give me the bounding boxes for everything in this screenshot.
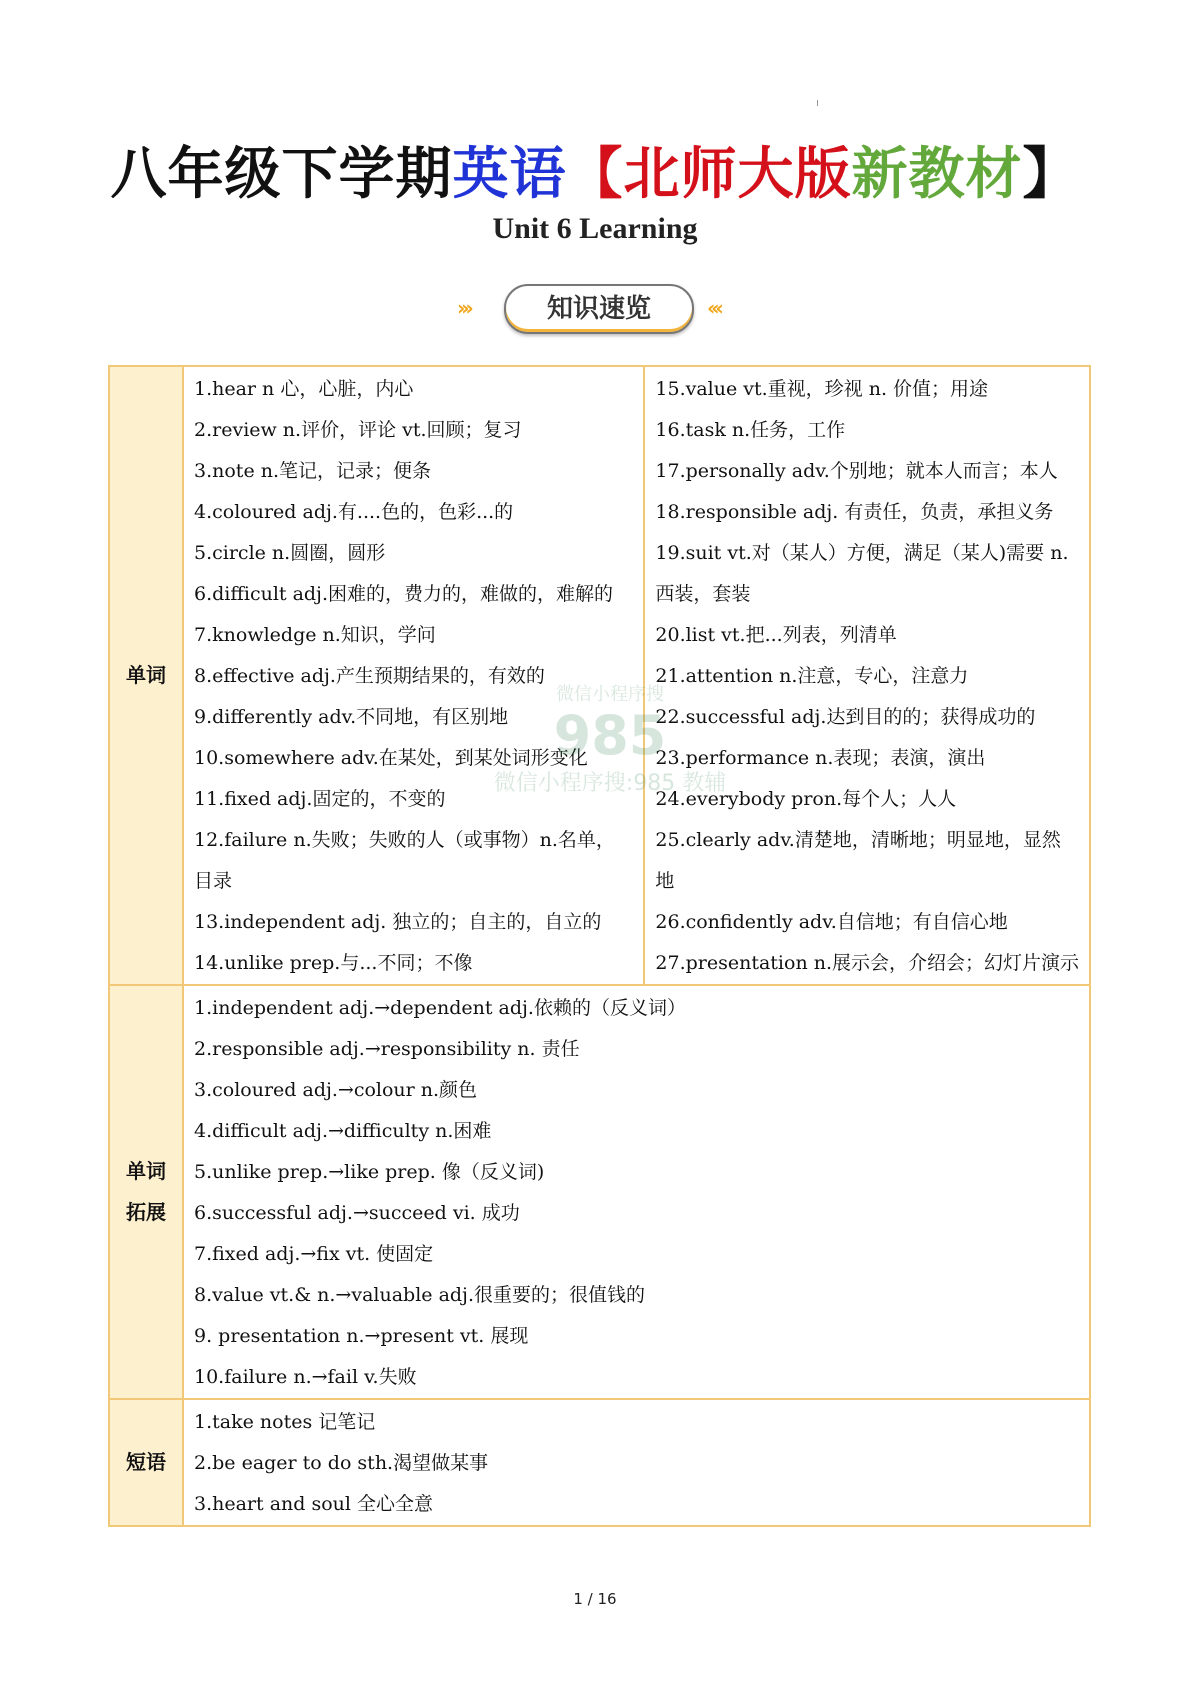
section-header (0, 282, 1190, 338)
phrases-label (110, 1400, 184, 1525)
phrase-item: 2.be eager to do sth.渴望做某事 (194, 1452, 489, 1474)
vocab-item: 17.personally adv.个别地；就本人而言；本人 (655, 460, 1058, 482)
vocab-item: 15.value vt.重视，珍视 n. 价值；用途 (655, 378, 989, 400)
watermark-line1: 微信小程序搜 (556, 684, 664, 705)
vocab-left-column (184, 367, 645, 984)
phrases-label-text: 短语 (126, 1450, 166, 1474)
title-part: 新教材 (851, 142, 1023, 207)
vocab-item: 2.review n.评价，评论 vt.回顾；复习 (194, 419, 522, 441)
vocab-item: 19.suit vt.对（某人）方便，满足（某人)需要 n. (655, 542, 1069, 564)
extension-item: 2.responsible adj.→responsibility n. 责任 (194, 1038, 580, 1060)
vocab-item: 24.everybody pron.每个人；人人 (655, 788, 957, 810)
title-block (0, 140, 1190, 210)
extension-column (184, 986, 1089, 1398)
page-number: 1 / 16 (573, 1590, 617, 1608)
vocab-item: 11.fixed adj.固定的，不变的 (194, 788, 446, 810)
vocab-item: 西装，套装 (655, 583, 751, 605)
chevron-left-icon: ‹‹‹ (707, 296, 720, 320)
vocab-label (110, 367, 184, 984)
vocab-item: 4.coloured adj.有....色的，色彩...的 (194, 501, 514, 523)
extension-item: 1.independent adj.→dependent adj.依赖的（反义词） (194, 997, 686, 1019)
title-part: 【北师大版 (566, 142, 852, 207)
vocab-item: 14.unlike prep.与...不同；不像 (194, 952, 473, 974)
vocab-item: 27.presentation n.展示会，介绍会；幻灯片演示 (655, 952, 1079, 974)
vocab-item: 13.independent adj. 独立的；自主的，自立的 (194, 911, 602, 933)
vocab-item: 22.successful adj.达到目的的；获得成功的 (655, 706, 1036, 728)
vocab-item: 26.confidently adv.自信地；有自信心地 (655, 911, 1008, 933)
extension-row (110, 984, 1089, 1398)
extension-label-line1: 单词 (126, 1159, 166, 1183)
vocab-item: 5.circle n.圆圈，圆形 (194, 542, 386, 564)
extension-item: 4.difficult adj.→difficulty n.困难 (194, 1120, 492, 1142)
vocab-item: 1.hear n 心，心脏，内心 (194, 378, 414, 400)
extension-label-line2: 拓展 (126, 1200, 166, 1224)
title-part: 英语 (452, 142, 567, 207)
extension-item: 3.coloured adj.→colour n.颜色 (194, 1079, 478, 1101)
section-title-pill: 知识速览 (504, 284, 694, 334)
vocab-item: 3.note n.笔记，记录；便条 (194, 460, 431, 482)
extension-label (110, 986, 184, 1398)
vocab-item: 10.somewhere adv.在某处，到某处词形变化 (194, 747, 588, 769)
extension-item: 10.failure n.→fail v.失败 (194, 1366, 417, 1388)
phrases-row (110, 1398, 1089, 1525)
phrases-column (184, 1400, 1089, 1525)
vocab-item: 8.effective adj.产生预期结果的，有效的 (194, 665, 545, 687)
unit-subtitle: Unit 6 Learning (492, 212, 698, 245)
vocab-label-text: 单词 (126, 663, 166, 687)
vocab-item: 20.list vt.把...列表，列清单 (655, 624, 897, 646)
vocab-item: 9.differently adv.不同地，有区别地 (194, 706, 509, 728)
vocab-row (110, 367, 1089, 984)
phrase-item: 3.heart and soul 全心全意 (194, 1493, 434, 1515)
vocab-item: 目录 (194, 870, 233, 892)
phrase-item: 1.take notes 记笔记 (194, 1411, 376, 1433)
extension-item: 7.fixed adj.→fix vt. 使固定 (194, 1243, 434, 1265)
watermark-line3: 微信小程序搜:985 教辅 (493, 771, 727, 796)
vocab-item: 地 (655, 870, 675, 892)
extension-item: 9. presentation n.→present vt. 展现 (194, 1325, 529, 1347)
extension-item: 5.unlike prep.→like prep. 像（反义词) (194, 1161, 545, 1183)
extension-item: 6.successful adj.→succeed vi. 成功 (194, 1202, 520, 1224)
vocab-item: 18.responsible adj. 有责任，负责，承担义务 (655, 501, 1054, 523)
vocab-item: 16.task n.任务，工作 (655, 419, 846, 441)
vocab-item: 25.clearly adv.清楚地，清晰地；明显地，显然 (655, 829, 1061, 851)
watermark-line2: 985 (553, 704, 667, 767)
vocab-item: 23.performance n.表现；表演，演出 (655, 747, 986, 769)
vocab-item: 6.difficult adj.困难的，费力的，难做的，难解的 (194, 583, 613, 605)
title-part: 】 (1022, 142, 1080, 207)
vocab-table (108, 365, 1091, 1527)
vocab-item: 12.failure n.失败；失败的人（或事物）n.名单， (194, 829, 615, 851)
title-part: 八年级下学期 (110, 142, 453, 207)
vocab-right-column (645, 367, 1089, 984)
page-title (0, 140, 1190, 210)
vocab-item: 21.attention n.注意，专心，注意力 (655, 665, 969, 687)
chevron-right-icon: ››› (457, 296, 470, 320)
top-mark (817, 100, 818, 106)
vocab-item: 7.knowledge n.知识，学问 (194, 624, 436, 646)
extension-item: 8.value vt.& n.→valuable adj.很重要的；很值钱的 (194, 1284, 645, 1306)
